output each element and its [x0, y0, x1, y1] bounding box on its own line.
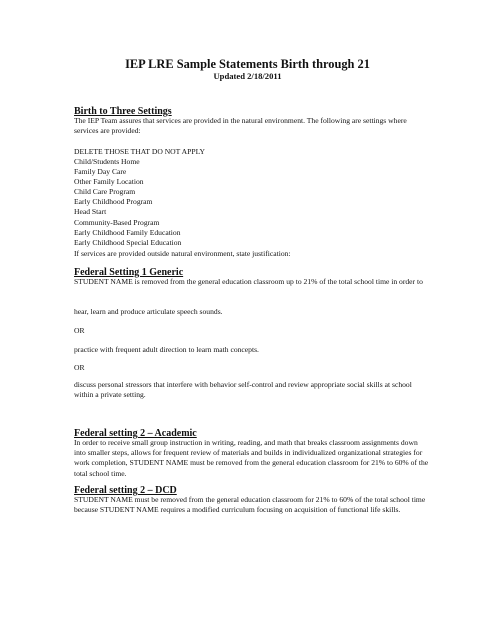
birth-intro-paragraph: The IEP Team assures that services are provided in the natural environment. The following are settings where services are provided:	[74, 116, 407, 136]
settings-list-item: Child Care Program	[74, 187, 136, 197]
settings-list-item: Early Childhood Special Education	[74, 237, 182, 247]
settings-list-item: Community-Based Program	[74, 217, 160, 227]
settings-list-item: Head Start	[74, 207, 107, 217]
option-math: practice with frequent adult direction to learn math concepts.	[74, 345, 259, 354]
settings-list-item: Early Childhood Program	[74, 197, 153, 207]
federal-setting-2-dcd-heading: Federal setting 2 – DCD	[74, 485, 177, 496]
settings-list-item: Child/Students Home	[74, 157, 140, 166]
federal-setting-2-academic-heading: Federal setting 2 – Academic	[74, 428, 197, 439]
birth-to-three-heading: Birth to Three Settings	[74, 106, 172, 117]
settings-list-item: Family Day Care	[74, 167, 127, 177]
or-separator: OR	[74, 363, 85, 372]
document-subtitle: Updated 2/18/2011	[213, 71, 282, 81]
option-speech: hear, learn and produce articulate speech sounds.	[74, 307, 223, 316]
settings-list-item: Early Childhood Family Education	[74, 227, 181, 237]
settings-list	[74, 157, 181, 248]
or-separator: OR	[74, 326, 85, 335]
settings-list-item: Other Family Location	[74, 177, 144, 187]
federal-setting-1-statement: STUDENT NAME is removed from the general education classroom up to 21% of the total school time in order to	[74, 277, 423, 286]
federal-setting-2-dcd-statement: STUDENT NAME must be removed from the general education classroom for 21% to 60% of the total school time because STUDENT NAME requires a modified curriculum focusing on acquisition of functional life skills.	[74, 495, 426, 515]
delete-note: DELETE THOSE THAT DO NOT APPLY	[74, 147, 205, 156]
option-behavior: discuss personal stressors that interfere with behavior self-control and review appropriate social skills at school within a private setting.	[74, 380, 412, 400]
federal-setting-1-heading: Federal Setting 1 Generic	[74, 267, 184, 278]
outside-environment-note: If services are provided outside natural environment, state justification:	[74, 249, 291, 258]
federal-setting-2-academic-statement: In order to receive small group instruction in writing, reading, and math that breaks classroom assignments down into smaller steps, allows for frequent review of materials and builds in individualized organizational strategies for work completion, STUDENT NAME must be removed from the general education classroom for 21% to 60% of the total school time.	[74, 438, 429, 478]
document-title: IEP LRE Sample Statements Birth through 21	[125, 57, 370, 71]
